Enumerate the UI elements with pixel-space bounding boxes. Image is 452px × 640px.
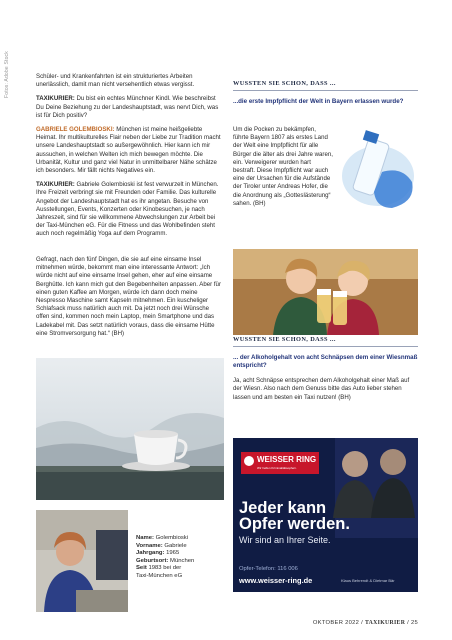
- question-1: TAXIKURIER: Du bist ein echtes Münchner Kindl. Wie beschreibst Du Deine Beziehung zu der Landeshauptstadt, was nervt Dich, was ist für Dich positiv?: [36, 95, 219, 119]
- box2-question: ... der Alkoholgehalt von acht Schnäpsen dem einer Wiesnmaß entspricht?: [233, 354, 418, 370]
- page-footer: OKTOBER 2022 / TAXIKURIER / 25: [312, 620, 418, 626]
- profile-firstname: Vorname: Gabriele: [136, 542, 187, 549]
- ad-subline: Wir sind an Ihrer Seite.: [239, 535, 331, 545]
- did-you-know-box-2: [233, 336, 418, 402]
- ad-credit: Klaus Behrendt & Dietmar Bär: [341, 578, 395, 583]
- box1-question: ...die erste Impfpflicht der Welt in Bayern erlassen wurde?: [233, 98, 404, 106]
- box1-heading: WUSSTEN SIE SCHON, DASS ...: [233, 80, 418, 91]
- ad-phone: Opfer-Telefon: 116 006: [239, 566, 298, 572]
- ad-url: www.weisser-ring.de: [239, 576, 313, 585]
- box2-text: Ja, acht Schnäpse entsprechen dem Alkoholgehalt einer Maß auf der Wiesn. Also nach dem Genuss bitte das Auto lieber stehen lassen und am besten ein Taxi nutzen! (BH): [233, 377, 410, 401]
- coffee-mountain-photo: [36, 358, 224, 500]
- profile-since: Seit 1983 bei der: [136, 565, 182, 572]
- photo-credit: Fotos: Adobe Stock: [4, 51, 10, 98]
- intro-paragraph: Schüler- und Krankenfahrten ist ein strukturiertes Arbeiten unerlässlich, damit man nicht versehentlich etwas vergisst.: [36, 73, 195, 89]
- profile-year: Jahrgang: 1965: [136, 550, 180, 557]
- vaccine-photo: [332, 112, 418, 212]
- answer-1: GABRIELE GOLEMBIOSKI: München ist meine heißgeliebte Heimat. Ihr multikulturelles Flair neben der Liebe zur Tradition macht unsere Landeshauptstadt so außergewöhnlich. Hier kann ich mir aussuchen, in welchen Welten ich mich bewegen möchte. Die Urbanität, Kultur und ganz viel Natur in unmittelbarer Nähe schätze ich besonders. Mir fällt nichts Negatives ein.: [36, 126, 221, 175]
- profile-box: [136, 535, 194, 581]
- profile-name: Name: Golembioski: [136, 535, 189, 541]
- profile-company: Taxi-München eG: [136, 572, 183, 579]
- ad-headline: Jeder kann Opfer werden.: [239, 499, 350, 533]
- portrait-photo: [36, 510, 128, 612]
- ad-logo: WEISSER RING Wir helfen Kriminalitätsopfern.: [241, 452, 319, 474]
- island-paragraph: Gefragt, nach den fünf Dingen, die sie auf eine einsame Insel mitnehmen würde, bekommt man eine interessante Antwort: „Ich würde nicht auf eine einsame Insel gehen, eher auf eine einsame Berghütte. Ich kann mich gut den Begebenheiten anpassen. Aber für einen guten Kaffee am Morgen, würde ich dann doch meine Nespresso Maschine samt Kapseln mitnehmen. Ein kuscheliger Schlafsack muss natürlich auch mit. Da jetzt noch drei Wünsche offen sind, kommen noch mein Laptop, mein Smartphone und das Ladekabel mit. Das setzt natürlich voraus, dass die einsame Hütte eine Stromversorgung hat.“ (BH): [36, 256, 221, 337]
- box2-heading: WUSSTEN SIE SCHON, DASS ...: [233, 336, 418, 347]
- ring-icon: [244, 456, 254, 466]
- article-text: [36, 73, 224, 245]
- did-you-know-box-1: [233, 80, 418, 106]
- oktoberfest-photo: [233, 249, 418, 335]
- profile-birthplace: Geburtsort: München: [136, 557, 195, 564]
- question-2: TAXIKURIER: Gabriele Golembioski ist fest verwurzelt in München. Ihre Freizeit verbringt sie mit Freunden oder Familie. Das kulturelle Angebot der Landeshauptstadt hat es ihr angetan. Besuche von Ausstellungen, Events, Konzerten oder Kinobesuchen, je nach Jahreszeit, sind für sie willkommene Abwechslungen zur Arbeit bei der Taxi-München eG. Für die Fitness und das Wohlbefinden steht auch noch regelmäßig Yoga auf dem Programm.: [36, 181, 219, 238]
- weisser-ring-ad: [233, 438, 418, 592]
- box1-text: Um die Pocken zu bekämpfen, führte Bayern 1807 als erstes Land der Welt eine Impfpflicht für alle Bürger die älter als drei Jahre waren, ein. Verweigerer wurden hart bestraft. Diese Impfpflicht war auch eine der Ursachen für die Aufstände der Tiroler unter Andreas Hofer, die die Anordnung als „Gotteslästerung“ sahen. (BH): [233, 126, 333, 207]
